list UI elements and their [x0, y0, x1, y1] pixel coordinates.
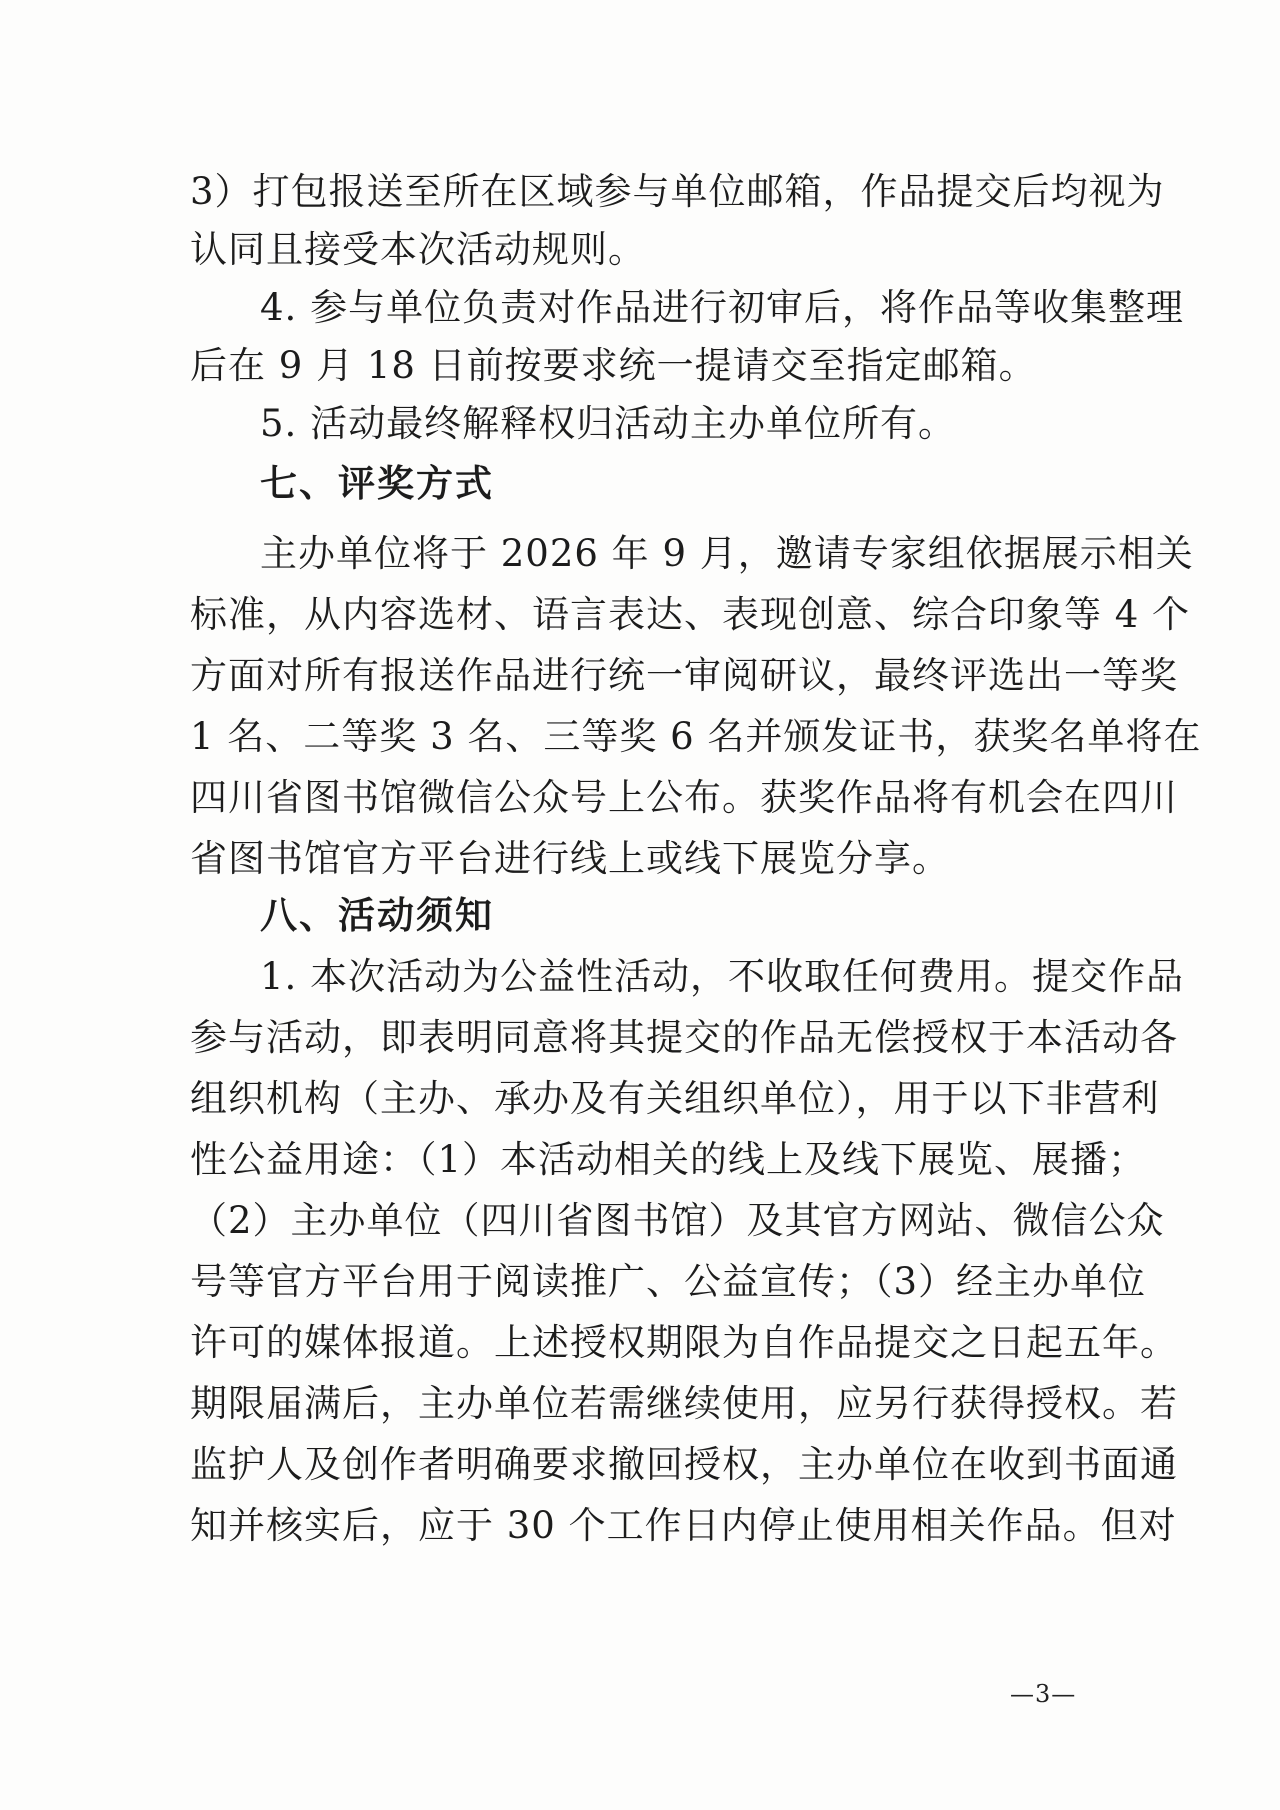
body-line: 许可的媒体报道。上述授权期限为自作品提交之日起五年。	[190, 1321, 1178, 1364]
body-line: 4. 参与单位负责对作品进行初审后，将作品等收集整理	[260, 286, 1185, 329]
body-line: 组织机构（主办、承办及有关组织单位），用于以下非营利	[190, 1077, 1160, 1120]
body-line: 5. 活动最终解释权归活动主办单位所有。	[260, 402, 957, 445]
body-line: 四川省图书馆微信公众号上公布。获奖作品将有机会在四川	[190, 776, 1178, 819]
body-line: 认同且接受本次活动规则。	[190, 228, 646, 271]
body-line: （2）主办单位（四川省图书馆）及其官方网站、微信公众	[190, 1199, 1165, 1242]
body-line: 3）打包报送至所在区域参与单位邮箱，作品提交后均视为	[190, 170, 1165, 213]
body-line: 参与活动，即表明同意将其提交的作品无偿授权于本活动各	[190, 1016, 1178, 1059]
body-line: 主办单位将于 2026 年 9 月，邀请专家组依据展示相关	[260, 532, 1194, 575]
body-line: 1. 本次活动为公益性活动，不收取任何费用。提交作品	[260, 955, 1185, 998]
body-line: 省图书馆官方平台进行线上或线下展览分享。	[190, 837, 950, 880]
body-line: 标准，从内容选材、语言表达、表现创意、综合印象等 4 个	[190, 593, 1191, 636]
body-line: 知并核实后，应于 30 个工作日内停止使用相关作品。但对	[190, 1504, 1177, 1547]
body-line: 号等官方平台用于阅读推广、公益宣传；（3）经主办单位	[190, 1260, 1147, 1303]
body-line: 1 名、二等奖 3 名、三等奖 6 名并颁发证书，获奖名单将在	[190, 715, 1202, 758]
section-heading: 八、活动须知	[260, 894, 494, 937]
page-number: —3—	[1010, 1680, 1077, 1708]
section-heading: 七、评奖方式	[260, 462, 494, 505]
body-line: 监护人及创作者明确要求撤回授权，主办单位在收到书面通	[190, 1443, 1178, 1486]
body-line: 方面对所有报送作品进行统一审阅研议，最终评选出一等奖	[190, 654, 1178, 697]
body-line: 后在 9 月 18 日前按要求统一提请交至指定邮箱。	[190, 344, 1037, 387]
body-line: 期限届满后，主办单位若需继续使用，应另行获得授权。若	[190, 1382, 1178, 1425]
body-line: 性公益用途：（1）本活动相关的线上及线下展览、展播；	[190, 1138, 1147, 1181]
